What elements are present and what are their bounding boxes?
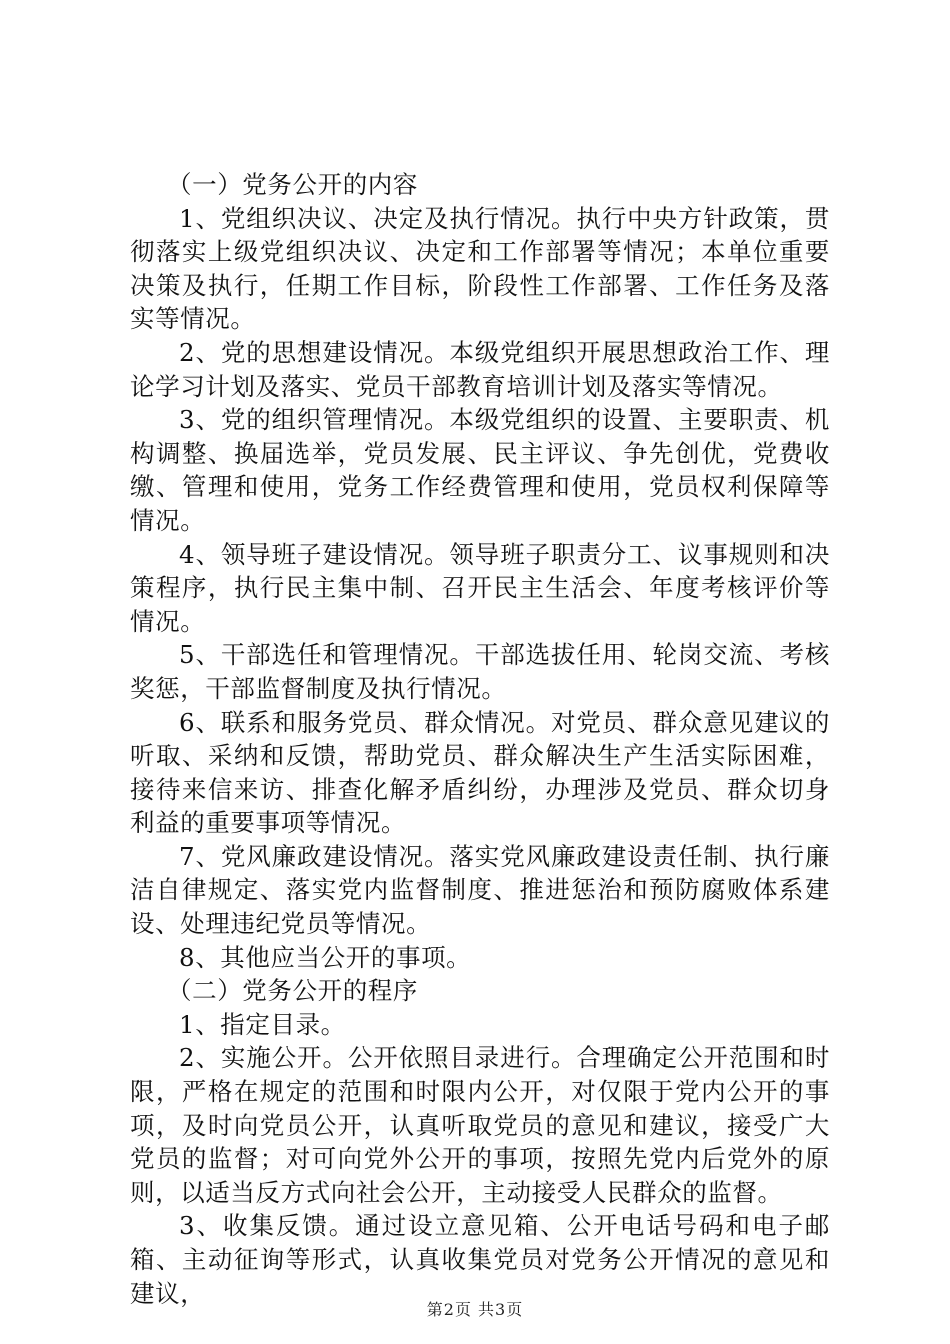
- section-heading-content: （一）党务公开的内容: [167, 170, 418, 199]
- page-number-indicator: 第2页 共3页: [426, 1300, 524, 1319]
- paragraph-item-1: 1、党组织决议、决定及执行情况。执行中央方针政策，贯彻落实上级党组织决议、决定和工作部署等情况；本单位重要决策及执行，任期工作目标，阶段性工作部署、工作任务及落实等情况。: [130, 203, 830, 334]
- section-heading-procedure: （二）党务公开的程序: [167, 976, 418, 1006]
- paragraph-procedure-2: 2、实施公开。公开依照目录进行。合理确定公开范围和时限，严格在规定的范围和时限内公开，对仅限于党内公开的事项，及时向党员公开，认真听取党员的意见和建议，接受广大党员的监督；对可向党外公开的事项，按照先党内后党外的原则，以适当反方式向社会公开，主动接受人民群众的监督。: [130, 1043, 830, 1207]
- document-body: [130, 168, 830, 1310]
- paragraph-procedure-1: 1、指定目录。: [179, 1009, 346, 1039]
- page-footer: [0, 1300, 950, 1320]
- paragraph-item-8: 8、其他应当公开的事项。: [179, 942, 472, 972]
- paragraph-procedure-3: 3、收集反馈。通过设立意见箱、公开电话号码和电子邮箱、主动征询等形式，认真收集党员对党务公开情况的意见和建议，: [130, 1211, 830, 1308]
- paragraph-item-4: 4、领导班子建设情况。领导班子职责分工、议事规则和决策程序，执行民主集中制、召开民主生活会、年度考核评价等情况。: [130, 539, 830, 636]
- paragraph-item-5: 5、干部选任和管理情况。干部选拔任用、轮岗交流、考核奖惩，干部监督制度及执行情况。: [130, 640, 830, 703]
- paragraph-item-6: 6、联系和服务党员、群众情况。对党员、群众意见建议的听取、采纳和反馈，帮助党员、群众解决生产生活实际困难，接待来信来访、排查化解矛盾纠纷，办理涉及党员、群众切身利益的重要事项等情况。: [130, 707, 830, 838]
- paragraph-item-7: 7、党风廉政建设情况。落实党风廉政建设责任制、执行廉洁自律规定、落实党内监督制度、推进惩治和预防腐败体系建设、处理违纪党员等情况。: [130, 841, 830, 939]
- paragraph-item-2: 2、党的思想建设情况。本级党组织开展思想政治工作、理论学习计划及落实、党员干部教育培训计划及落实等情况。: [130, 337, 830, 401]
- paragraph-item-3: 3、党的组织管理情况。本级党组织的设置、主要职责、机构调整、换届选举，党员发展、民主评议、争先创优，党费收缴、管理和使用，党务工作经费管理和使用，党员权利保障等情况。: [130, 405, 830, 535]
